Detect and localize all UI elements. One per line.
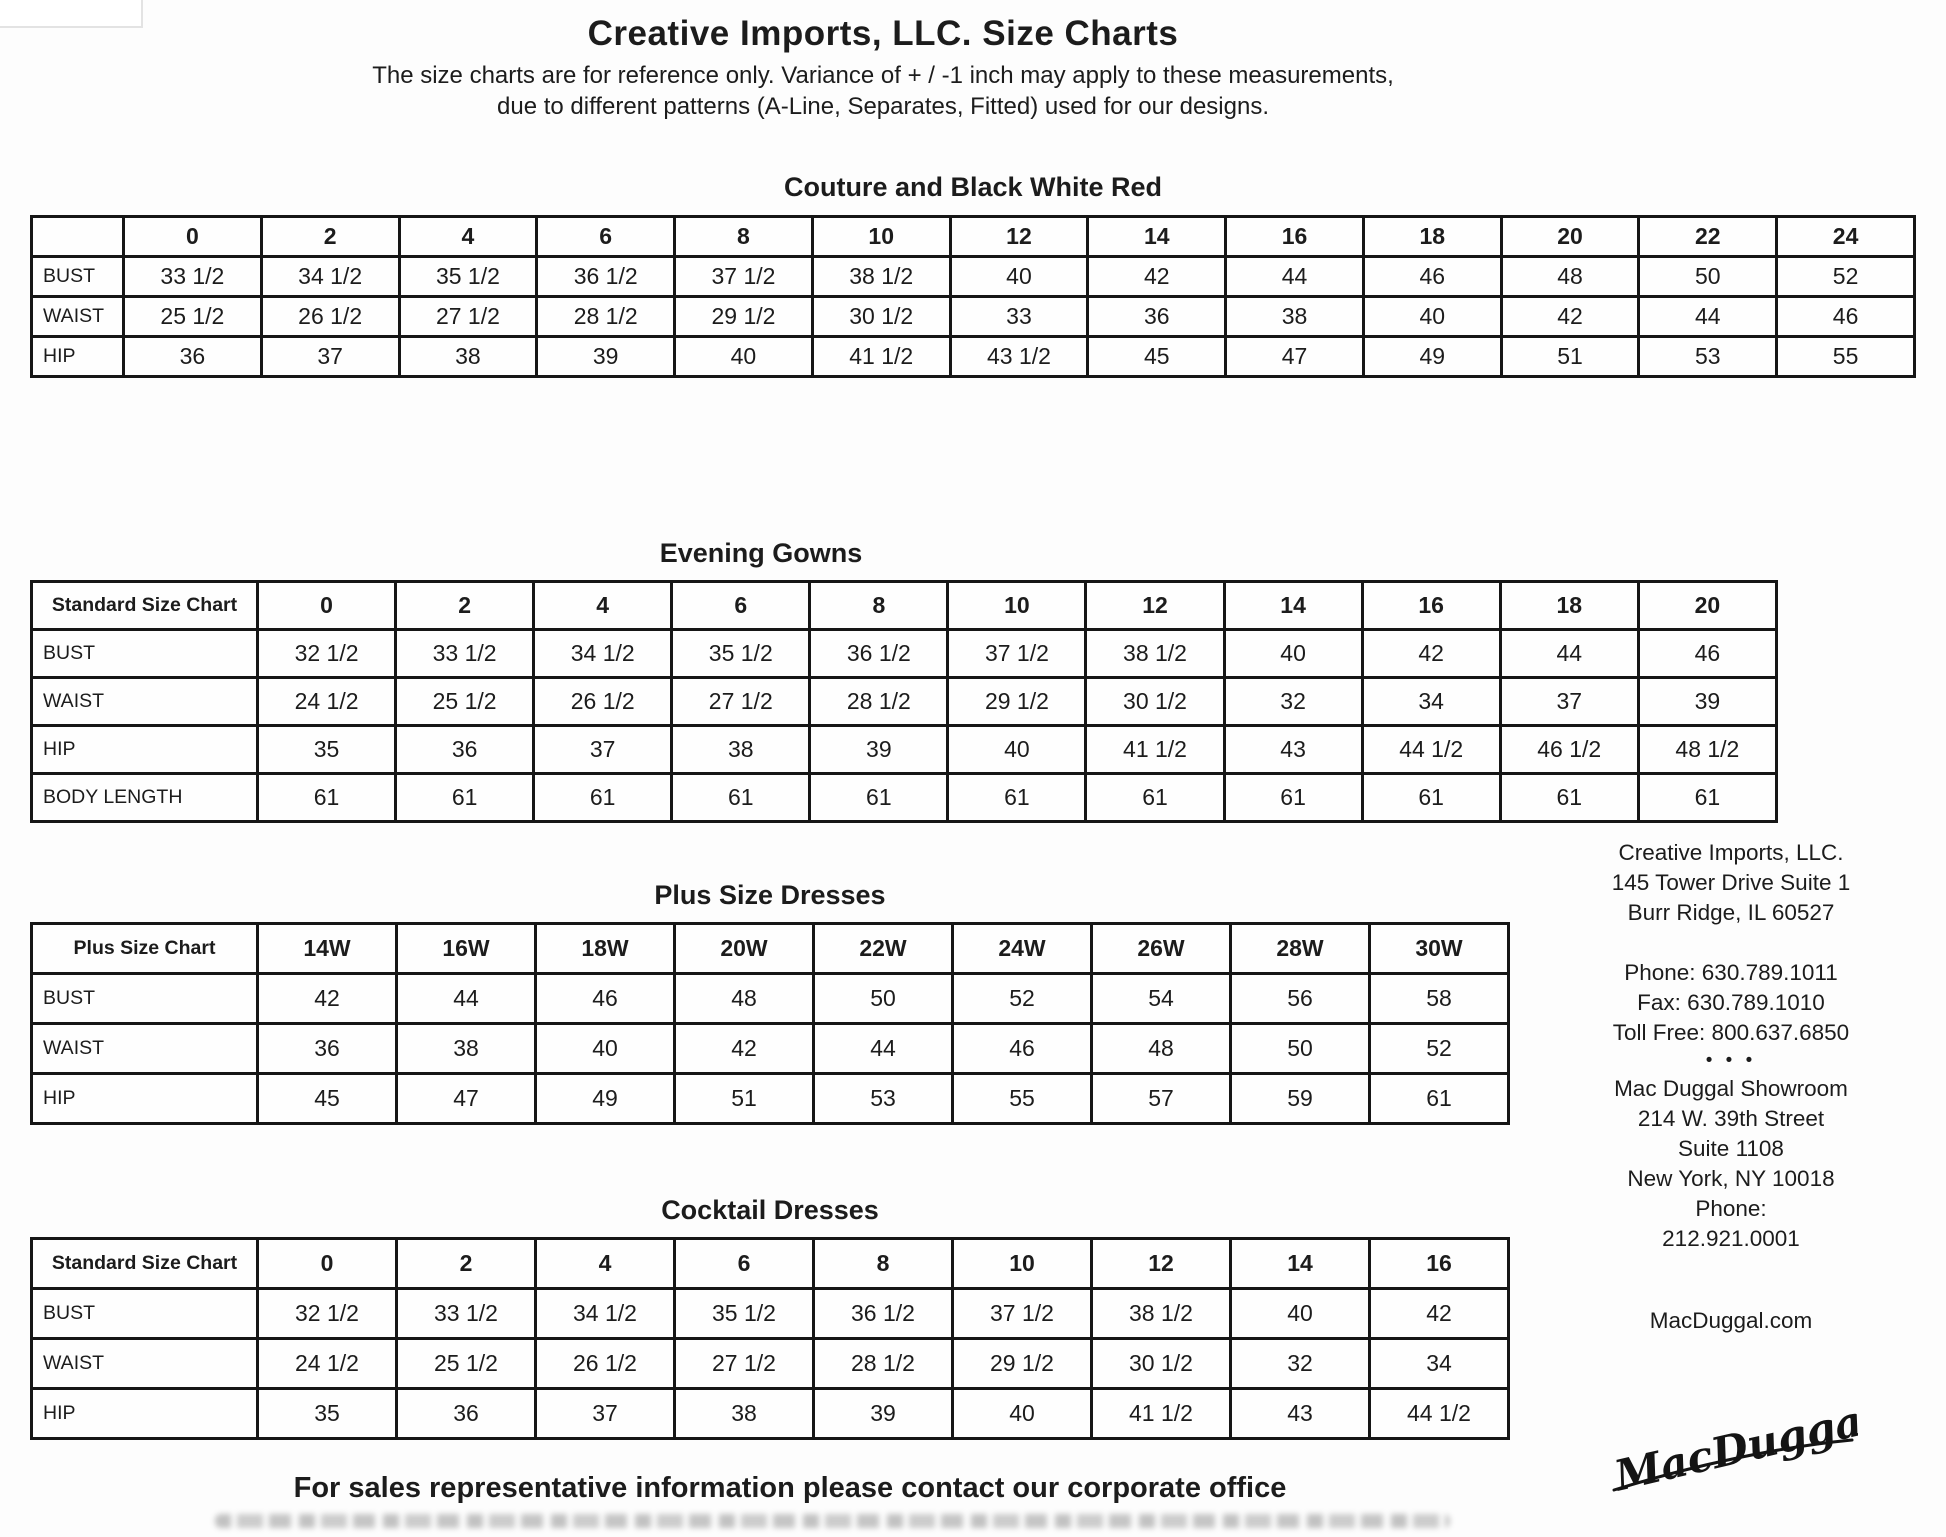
measurement-value-cell: 36 bbox=[397, 1389, 536, 1439]
measurement-value-cell: 46 bbox=[1363, 257, 1501, 297]
measurement-value-cell: 29 1/2 bbox=[948, 678, 1086, 726]
measurement-row-label: WAIST bbox=[32, 1339, 258, 1389]
size-column-header: 2 bbox=[396, 582, 534, 630]
measurement-value-cell: 43 bbox=[1224, 726, 1362, 774]
measurement-value-cell: 38 bbox=[1226, 297, 1364, 337]
measurement-value-cell: 34 bbox=[1370, 1339, 1509, 1389]
size-column-header: 18 bbox=[1500, 582, 1638, 630]
measurement-value-cell: 61 bbox=[258, 774, 396, 822]
measurement-value-cell: 40 bbox=[1363, 297, 1501, 337]
section-title-cocktail: Cocktail Dresses bbox=[661, 1195, 879, 1225]
measurement-row-label: WAIST bbox=[32, 297, 124, 337]
size-column-header: 8 bbox=[810, 582, 948, 630]
measurement-value-cell: 40 bbox=[950, 257, 1088, 297]
measurement-value-cell: 40 bbox=[1224, 630, 1362, 678]
measurement-row bbox=[32, 630, 1777, 678]
measurement-value-cell: 36 bbox=[124, 337, 262, 377]
measurement-value-cell: 46 bbox=[953, 1024, 1092, 1074]
measurement-value-cell: 36 1/2 bbox=[537, 257, 675, 297]
measurement-value-cell: 33 1/2 bbox=[397, 1289, 536, 1339]
plus-size-size-table bbox=[30, 922, 1510, 1125]
measurement-value-cell: 26 1/2 bbox=[534, 678, 672, 726]
signature-graphic bbox=[1608, 1386, 1858, 1511]
measurement-value-cell: 42 bbox=[675, 1024, 814, 1074]
measurement-row-label: HIP bbox=[32, 1074, 258, 1124]
measurement-value-cell: 45 bbox=[1088, 337, 1226, 377]
measurement-value-cell: 59 bbox=[1231, 1074, 1370, 1124]
size-column-header: 12 bbox=[1086, 582, 1224, 630]
measurement-value-cell: 51 bbox=[1501, 337, 1639, 377]
measurement-value-cell: 47 bbox=[1226, 337, 1364, 377]
signature-text: MacDuggal bbox=[1609, 1392, 1858, 1501]
measurement-value-cell: 42 bbox=[1501, 297, 1639, 337]
size-column-header: 6 bbox=[537, 217, 675, 257]
measurement-value-cell: 50 bbox=[1639, 257, 1777, 297]
measurement-value-cell: 44 1/2 bbox=[1370, 1389, 1509, 1439]
measurement-value-cell: 42 bbox=[1370, 1289, 1509, 1339]
size-column-header: 26W bbox=[1092, 924, 1231, 974]
measurement-value-cell: 46 bbox=[536, 974, 675, 1024]
measurement-value-cell: 38 1/2 bbox=[812, 257, 950, 297]
measurement-value-cell: 52 bbox=[953, 974, 1092, 1024]
size-column-header: 2 bbox=[397, 1239, 536, 1289]
measurement-value-cell: 37 1/2 bbox=[948, 630, 1086, 678]
measurement-row-label: BUST bbox=[32, 1289, 258, 1339]
measurement-value-cell: 37 bbox=[534, 726, 672, 774]
measurement-row-label: HIP bbox=[32, 337, 124, 377]
website-url: MacDuggal.com bbox=[1649, 1308, 1813, 1333]
measurement-row-label: HIP bbox=[32, 1389, 258, 1439]
measurement-value-cell: 26 1/2 bbox=[261, 297, 399, 337]
measurement-value-cell: 61 bbox=[1500, 774, 1638, 822]
size-column-header: 10 bbox=[948, 582, 1086, 630]
measurement-value-cell: 29 1/2 bbox=[953, 1339, 1092, 1389]
measurement-value-cell: 25 1/2 bbox=[124, 297, 262, 337]
measurement-value-cell: 37 bbox=[261, 337, 399, 377]
measurement-value-cell: 41 1/2 bbox=[1086, 726, 1224, 774]
measurement-value-cell: 50 bbox=[1231, 1024, 1370, 1074]
measurement-value-cell: 46 1/2 bbox=[1500, 726, 1638, 774]
measurement-value-cell: 27 1/2 bbox=[672, 678, 810, 726]
measurement-value-cell: 44 bbox=[814, 1024, 953, 1074]
measurement-value-cell: 41 1/2 bbox=[812, 337, 950, 377]
measurement-value-cell: 61 bbox=[672, 774, 810, 822]
measurement-row bbox=[32, 257, 1915, 297]
measurement-value-cell: 55 bbox=[1777, 337, 1915, 377]
size-column-header: 6 bbox=[675, 1239, 814, 1289]
size-column-header: 20 bbox=[1638, 582, 1776, 630]
size-column-header: 30W bbox=[1370, 924, 1509, 974]
table-corner-label: Standard Size Chart bbox=[32, 582, 258, 630]
measurement-value-cell: 34 1/2 bbox=[261, 257, 399, 297]
measurement-value-cell: 49 bbox=[1363, 337, 1501, 377]
measurement-value-cell: 46 bbox=[1638, 630, 1776, 678]
measurement-value-cell: 32 bbox=[1224, 678, 1362, 726]
measurement-value-cell: 53 bbox=[1639, 337, 1777, 377]
measurement-row-label: BUST bbox=[32, 974, 258, 1024]
measurement-row bbox=[32, 1389, 1509, 1439]
size-column-header: 6 bbox=[672, 582, 810, 630]
measurement-value-cell: 61 bbox=[1086, 774, 1224, 822]
measurement-value-cell: 36 1/2 bbox=[810, 630, 948, 678]
size-column-header: 4 bbox=[536, 1239, 675, 1289]
size-column-header: 2 bbox=[261, 217, 399, 257]
measurement-value-cell: 40 bbox=[953, 1389, 1092, 1439]
measurement-value-cell: 61 bbox=[396, 774, 534, 822]
measurement-value-cell: 33 1/2 bbox=[124, 257, 262, 297]
size-column-header: 10 bbox=[953, 1239, 1092, 1289]
measurement-value-cell: 25 1/2 bbox=[397, 1339, 536, 1389]
measurement-value-cell: 24 1/2 bbox=[258, 1339, 397, 1389]
measurement-value-cell: 57 bbox=[1092, 1074, 1231, 1124]
measurement-value-cell: 30 1/2 bbox=[812, 297, 950, 337]
measurement-value-cell: 36 bbox=[396, 726, 534, 774]
measurement-value-cell: 37 1/2 bbox=[675, 257, 813, 297]
size-column-header: 16 bbox=[1370, 1239, 1509, 1289]
document-header bbox=[0, 14, 1766, 122]
size-column-header: 10 bbox=[812, 217, 950, 257]
measurement-value-cell: 52 bbox=[1777, 257, 1915, 297]
size-column-header: 12 bbox=[1092, 1239, 1231, 1289]
measurement-row bbox=[32, 337, 1915, 377]
measurement-row bbox=[32, 774, 1777, 822]
measurement-value-cell: 38 bbox=[399, 337, 537, 377]
corporate-name: Creative Imports, LLC. bbox=[1618, 840, 1844, 865]
measurement-value-cell: 44 bbox=[1226, 257, 1364, 297]
measurement-value-cell: 34 1/2 bbox=[536, 1289, 675, 1339]
measurement-value-cell: 36 1/2 bbox=[814, 1289, 953, 1339]
section-title-couture: Couture and Black White Red bbox=[783, 172, 1163, 202]
measurement-row bbox=[32, 974, 1509, 1024]
measurement-value-cell: 51 bbox=[675, 1074, 814, 1124]
measurement-value-cell: 44 bbox=[1639, 297, 1777, 337]
measurement-row-label: BUST bbox=[32, 630, 258, 678]
measurement-value-cell: 27 1/2 bbox=[399, 297, 537, 337]
measurement-value-cell: 46 bbox=[1777, 297, 1915, 337]
measurement-value-cell: 29 1/2 bbox=[675, 297, 813, 337]
fax-line: Fax: 630.789.1010 bbox=[1637, 990, 1825, 1015]
measurement-value-cell: 37 1/2 bbox=[953, 1289, 1092, 1339]
measurement-row bbox=[32, 1024, 1509, 1074]
size-column-header: 14 bbox=[1224, 582, 1362, 630]
measurement-value-cell: 44 1/2 bbox=[1362, 726, 1500, 774]
measurement-value-cell: 50 bbox=[814, 974, 953, 1024]
measurement-row-label: BODY LENGTH bbox=[32, 774, 258, 822]
measurement-value-cell: 37 bbox=[1500, 678, 1638, 726]
measurement-value-cell: 35 1/2 bbox=[675, 1289, 814, 1339]
size-column-header: 0 bbox=[258, 582, 396, 630]
table-corner-label bbox=[32, 217, 124, 257]
measurement-value-cell: 45 bbox=[258, 1074, 397, 1124]
measurement-value-cell: 56 bbox=[1231, 974, 1370, 1024]
measurement-value-cell: 49 bbox=[536, 1074, 675, 1124]
measurement-value-cell: 61 bbox=[534, 774, 672, 822]
measurement-value-cell: 48 bbox=[1501, 257, 1639, 297]
measurement-value-cell: 54 bbox=[1092, 974, 1231, 1024]
measurement-row bbox=[32, 1289, 1509, 1339]
size-column-header: 20W bbox=[675, 924, 814, 974]
measurement-value-cell: 40 bbox=[675, 337, 813, 377]
measurement-value-cell: 32 1/2 bbox=[258, 630, 396, 678]
section-title-plus-size: Plus Size Dresses bbox=[654, 880, 886, 910]
measurement-value-cell: 39 bbox=[814, 1389, 953, 1439]
showroom-phone-number: 212.921.0001 bbox=[1662, 1226, 1800, 1251]
measurement-value-cell: 61 bbox=[1362, 774, 1500, 822]
measurement-value-cell: 41 1/2 bbox=[1092, 1389, 1231, 1439]
measurement-value-cell: 24 1/2 bbox=[258, 678, 396, 726]
corporate-address-line: 145 Tower Drive Suite 1 bbox=[1611, 870, 1851, 895]
measurement-value-cell: 61 bbox=[948, 774, 1086, 822]
measurement-value-cell: 35 1/2 bbox=[672, 630, 810, 678]
measurement-value-cell: 34 1/2 bbox=[534, 630, 672, 678]
measurement-row bbox=[32, 678, 1777, 726]
measurement-value-cell: 33 bbox=[950, 297, 1088, 337]
measurement-value-cell: 35 bbox=[258, 1389, 397, 1439]
size-column-header: 22W bbox=[814, 924, 953, 974]
mac-duggal-signature bbox=[1608, 1386, 1858, 1511]
size-column-header: 12 bbox=[950, 217, 1088, 257]
measurement-value-cell: 39 bbox=[537, 337, 675, 377]
size-column-header: 18W bbox=[536, 924, 675, 974]
measurement-row-label: BUST bbox=[32, 257, 124, 297]
measurement-value-cell: 34 bbox=[1362, 678, 1500, 726]
measurement-value-cell: 61 bbox=[1370, 1074, 1509, 1124]
measurement-value-cell: 32 1/2 bbox=[258, 1289, 397, 1339]
size-column-header: 24 bbox=[1777, 217, 1915, 257]
measurement-value-cell: 48 1/2 bbox=[1638, 726, 1776, 774]
measurement-row bbox=[32, 297, 1915, 337]
size-column-header: 18 bbox=[1363, 217, 1501, 257]
size-column-header: 20 bbox=[1501, 217, 1639, 257]
showroom-name: Mac Duggal Showroom bbox=[1614, 1076, 1848, 1101]
blurred-text-artifact bbox=[215, 1514, 1450, 1528]
measurement-value-cell: 43 1/2 bbox=[950, 337, 1088, 377]
table-corner-label: Standard Size Chart bbox=[32, 1239, 258, 1289]
measurement-value-cell: 48 bbox=[1092, 1024, 1231, 1074]
measurement-value-cell: 61 bbox=[1638, 774, 1776, 822]
cocktail-size-table bbox=[30, 1237, 1510, 1440]
table-corner-label: Plus Size Chart bbox=[32, 924, 258, 974]
measurement-value-cell: 39 bbox=[1638, 678, 1776, 726]
size-column-header: 8 bbox=[814, 1239, 953, 1289]
measurement-value-cell: 44 bbox=[397, 974, 536, 1024]
measurement-value-cell: 42 bbox=[258, 974, 397, 1024]
showroom-phone-label: Phone: bbox=[1695, 1196, 1767, 1221]
size-column-header: 24W bbox=[953, 924, 1092, 974]
page-title: Creative Imports, LLC. Size Charts bbox=[587, 14, 1179, 53]
size-column-header: 22 bbox=[1639, 217, 1777, 257]
measurement-value-cell: 28 1/2 bbox=[814, 1339, 953, 1389]
corporate-address-line: Burr Ridge, IL 60527 bbox=[1627, 900, 1835, 925]
size-column-header: 0 bbox=[124, 217, 262, 257]
measurement-row-label: WAIST bbox=[32, 1024, 258, 1074]
measurement-value-cell: 48 bbox=[675, 974, 814, 1024]
measurement-row bbox=[32, 726, 1777, 774]
measurement-value-cell: 35 1/2 bbox=[399, 257, 537, 297]
measurement-value-cell: 36 bbox=[258, 1024, 397, 1074]
measurement-value-cell: 32 bbox=[1231, 1339, 1370, 1389]
measurement-row bbox=[32, 1339, 1509, 1389]
measurement-value-cell: 44 bbox=[1500, 630, 1638, 678]
size-column-header: 28W bbox=[1231, 924, 1370, 974]
measurement-value-cell: 38 bbox=[397, 1024, 536, 1074]
measurement-value-cell: 47 bbox=[397, 1074, 536, 1124]
disclaimer-line-2: due to different patterns (A-Line, Separates, Fitted) used for our designs. bbox=[497, 93, 1269, 120]
showroom-address-line: 214 W. 39th Street bbox=[1637, 1106, 1825, 1131]
measurement-value-cell: 39 bbox=[810, 726, 948, 774]
measurement-value-cell: 61 bbox=[1224, 774, 1362, 822]
measurement-value-cell: 25 1/2 bbox=[396, 678, 534, 726]
section-title-evening-gowns: Evening Gowns bbox=[659, 538, 863, 568]
measurement-row bbox=[32, 1074, 1509, 1124]
measurement-value-cell: 27 1/2 bbox=[675, 1339, 814, 1389]
measurement-value-cell: 38 1/2 bbox=[1092, 1289, 1231, 1339]
measurement-value-cell: 30 1/2 bbox=[1086, 678, 1224, 726]
measurement-row-label: WAIST bbox=[32, 678, 258, 726]
size-column-header: 0 bbox=[258, 1239, 397, 1289]
evening-gowns-size-table bbox=[30, 580, 1778, 823]
measurement-value-cell: 38 bbox=[675, 1389, 814, 1439]
measurement-value-cell: 52 bbox=[1370, 1024, 1509, 1074]
measurement-value-cell: 40 bbox=[536, 1024, 675, 1074]
toll-free-line: Toll Free: 800.637.6850 bbox=[1612, 1020, 1850, 1045]
measurement-value-cell: 28 1/2 bbox=[537, 297, 675, 337]
size-column-header: 8 bbox=[675, 217, 813, 257]
size-column-header: 14 bbox=[1088, 217, 1226, 257]
measurement-value-cell: 35 bbox=[258, 726, 396, 774]
couture-size-table bbox=[30, 215, 1916, 378]
measurement-value-cell: 40 bbox=[948, 726, 1086, 774]
showroom-address-line: Suite 1108 bbox=[1678, 1136, 1784, 1161]
showroom-address-line: New York, NY 10018 bbox=[1627, 1166, 1835, 1191]
measurement-value-cell: 33 1/2 bbox=[396, 630, 534, 678]
measurement-value-cell: 36 bbox=[1088, 297, 1226, 337]
measurement-value-cell: 61 bbox=[810, 774, 948, 822]
measurement-value-cell: 43 bbox=[1231, 1389, 1370, 1439]
phone-line: Phone: 630.789.1011 bbox=[1624, 960, 1838, 985]
measurement-row-label: HIP bbox=[32, 726, 258, 774]
size-column-header: 16 bbox=[1226, 217, 1364, 257]
contact-info-block bbox=[1545, 838, 1917, 1336]
measurement-value-cell: 37 bbox=[536, 1389, 675, 1439]
measurement-value-cell: 38 bbox=[672, 726, 810, 774]
measurement-value-cell: 30 1/2 bbox=[1092, 1339, 1231, 1389]
measurement-value-cell: 26 1/2 bbox=[536, 1339, 675, 1389]
size-column-header: 4 bbox=[399, 217, 537, 257]
measurement-value-cell: 42 bbox=[1088, 257, 1226, 297]
size-column-header: 16W bbox=[397, 924, 536, 974]
measurement-value-cell: 40 bbox=[1231, 1289, 1370, 1339]
footer-note: For sales representative information please contact our corporate office bbox=[293, 1472, 1287, 1504]
measurement-value-cell: 53 bbox=[814, 1074, 953, 1124]
measurement-value-cell: 55 bbox=[953, 1074, 1092, 1124]
measurement-value-cell: 38 1/2 bbox=[1086, 630, 1224, 678]
measurement-value-cell: 42 bbox=[1362, 630, 1500, 678]
separator-dots: • • • bbox=[1705, 1050, 1757, 1071]
size-column-header: 16 bbox=[1362, 582, 1500, 630]
measurement-value-cell: 58 bbox=[1370, 974, 1509, 1024]
size-column-header: 14 bbox=[1231, 1239, 1370, 1289]
disclaimer-line-1: The size charts are for reference only. Variance of + / -1 inch may apply to these measurements, bbox=[372, 62, 1394, 89]
size-column-header: 14W bbox=[258, 924, 397, 974]
measurement-value-cell: 28 1/2 bbox=[810, 678, 948, 726]
size-column-header: 4 bbox=[534, 582, 672, 630]
